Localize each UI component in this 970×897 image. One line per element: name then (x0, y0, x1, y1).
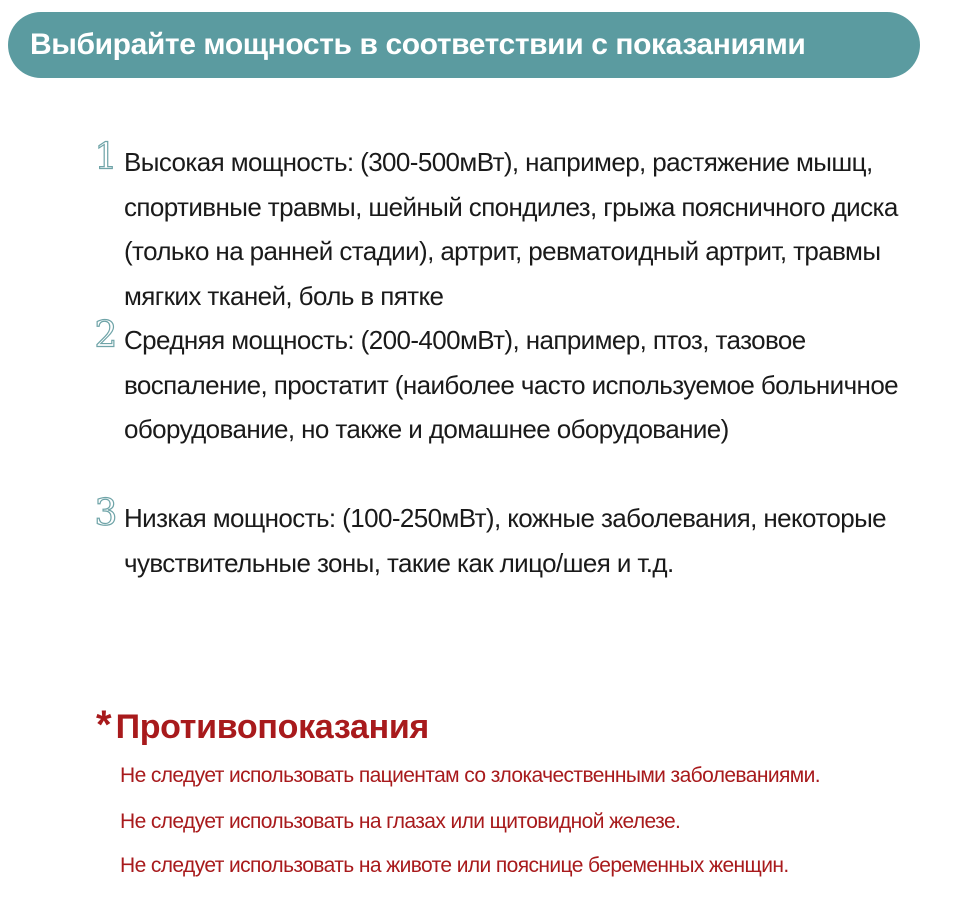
power-level-item-low (90, 493, 930, 586)
power-level-item-high (90, 137, 930, 318)
item-number: 3 (94, 493, 118, 534)
header-banner (8, 12, 920, 78)
contraindications-title: Противопоказания (115, 708, 429, 746)
power-level-text: Высокая мощность: (300-500мВт), например, растяжение мышц, спортивные травмы, шейный спондилез, грыжа поясничного диска (только на ранней стадии), артрит, ревматоидный артрит, травмы мягких тканей, боль в пятке (124, 147, 898, 311)
contraindication-line: Не следует использовать на глазах или щитовидной железе. (120, 810, 681, 833)
power-level-list (90, 137, 930, 586)
asterisk-icon: * (96, 703, 112, 747)
power-level-text: Низкая мощность: (100-250мВт), кожные заболевания, некоторые чувствительные зоны, такие как лицо/шея и т.д. (124, 503, 887, 578)
contraindications-section (96, 700, 956, 877)
power-level-item-medium (90, 315, 930, 496)
contraindication-line: Не следует использовать пациентам со злокачественными заболеваниями. (120, 764, 820, 787)
contraindications-heading (96, 700, 956, 750)
item-number: 2 (94, 315, 118, 356)
contraindication-line: Не следует использовать на животе или пояснице беременных женщин. (120, 854, 789, 877)
power-level-text: Средняя мощность: (200-400мВт), например, птоз, тазовое воспаление, простатит (наиболее часто используемое больничное оборудование, но также и домашнее оборудование) (124, 325, 899, 444)
banner-title: Выбирайте мощность в соответствии с показаниями (30, 28, 806, 61)
item-number: 1 (94, 137, 118, 178)
